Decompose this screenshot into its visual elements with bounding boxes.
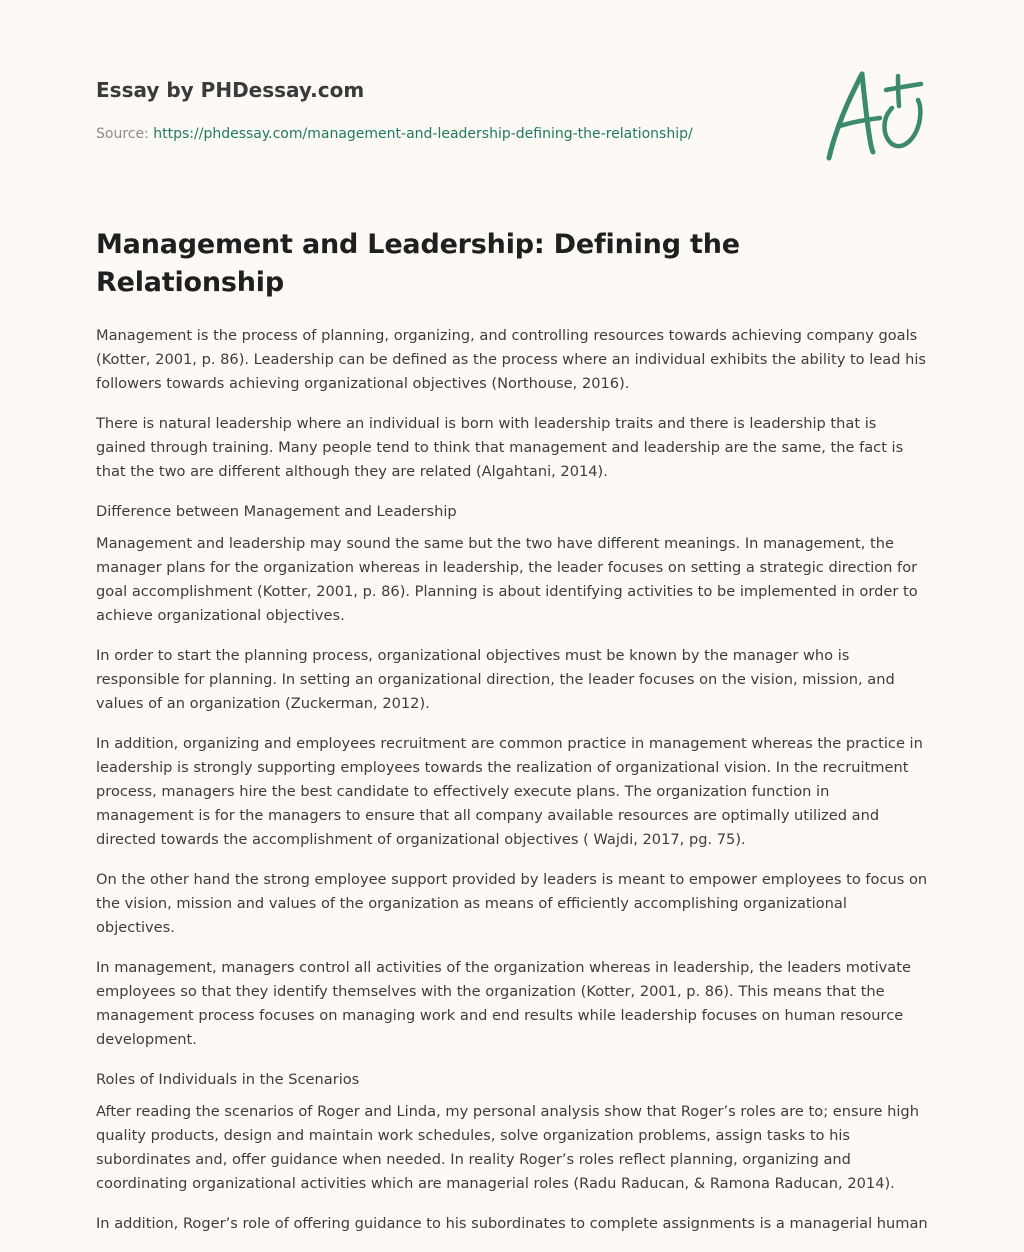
body-paragraph: Management and leadership may sound the same but the two have different meanings. In management, the manager plans for the organization whereas in leadership, the leader focuses on setting a strategic direction for goal accomplishment (Kotter, 2001, p. 86). Planning is about identifying activities to be implemented in order to achieve organizational objectives. xyxy=(96,535,918,624)
body-paragraph: There is natural leadership where an individual is born with leadership traits and there is leadership that is gained through training. Many people tend to think that management and leadership are the same, the fact is that the two are different although they are related (Algahtani, 2014). xyxy=(96,415,904,480)
body-paragraph: On the other hand the strong employee support provided by leaders is meant to empower employees to focus on the vision, mission and values of the organization as means of efficiently accomplishing organizational objectives. xyxy=(96,871,928,936)
body-paragraph: After reading the scenarios of Roger and Linda, my personal analysis show that Roger’s roles are to; ensure high quality products, design and maintain work schedules, solve organization problems, assign tasks to his subordinates and, offer guidance when needed. In reality Roger’s roles reflect planning, organizing and coordinating organizational activities which are managerial roles (Radu Raducan, & Ramona Raducan, 2014). xyxy=(96,1103,919,1192)
header xyxy=(96,76,796,144)
body-paragraph: In order to start the planning process, organizational objectives must be known by the manager who is responsible for planning. In setting an organizational direction, the leader focuses on the vision, mission, and values of an organization (Zuckerman, 2012). xyxy=(96,647,895,712)
body-paragraph: In management, managers control all activities of the organization whereas in leadership, the leaders motivate employees so that they identify themselves with the organization (Kotter, 2001, p. 86). This means that the management process focuses on managing work and end results while leadership focuses on human resource development. xyxy=(96,959,911,1048)
body-paragraph: Management is the process of planning, organizing, and controlling resources towards achieving company goals (Kotter, 2001, p. 86). Leadership can be defined as the process where an individual exhibits the ability to lead his followers towards achieving organizational objectives (Northouse, 2016). xyxy=(96,327,927,392)
a-plus-logo-icon xyxy=(820,66,928,166)
article xyxy=(96,226,928,1252)
body-paragraph: In addition, organizing and employees recruitment are common practice in management whereas the practice in leadership is strongly supporting employees towards the realization of organizational vision. In the recruitment process, managers hire the best candidate to effectively execute plans. The organization function in management is for the managers to ensure that all company available resources are optimally utilized and directed towards the accomplishment of organizational objectives ( Wajdi, 2017, pg. 75). xyxy=(96,735,923,848)
source-label: Source: xyxy=(96,126,154,142)
body-paragraph: In addition, Roger’s role of offering guidance to his subordinates to complete assignments is a managerial human xyxy=(96,1215,928,1232)
section-heading: Roles of Individuals in the Scenarios xyxy=(96,1071,360,1088)
article-body xyxy=(96,324,928,1236)
site-title: Essay by PHDessay.com xyxy=(96,78,365,102)
source-link[interactable]: https://phdessay.com/management-and-leadership-defining-the-relationship/ xyxy=(153,126,693,142)
source-line xyxy=(96,124,796,144)
article-title: Management and Leadership: Defining the Relationship xyxy=(96,229,740,298)
section-heading: Difference between Management and Leadership xyxy=(96,503,457,520)
